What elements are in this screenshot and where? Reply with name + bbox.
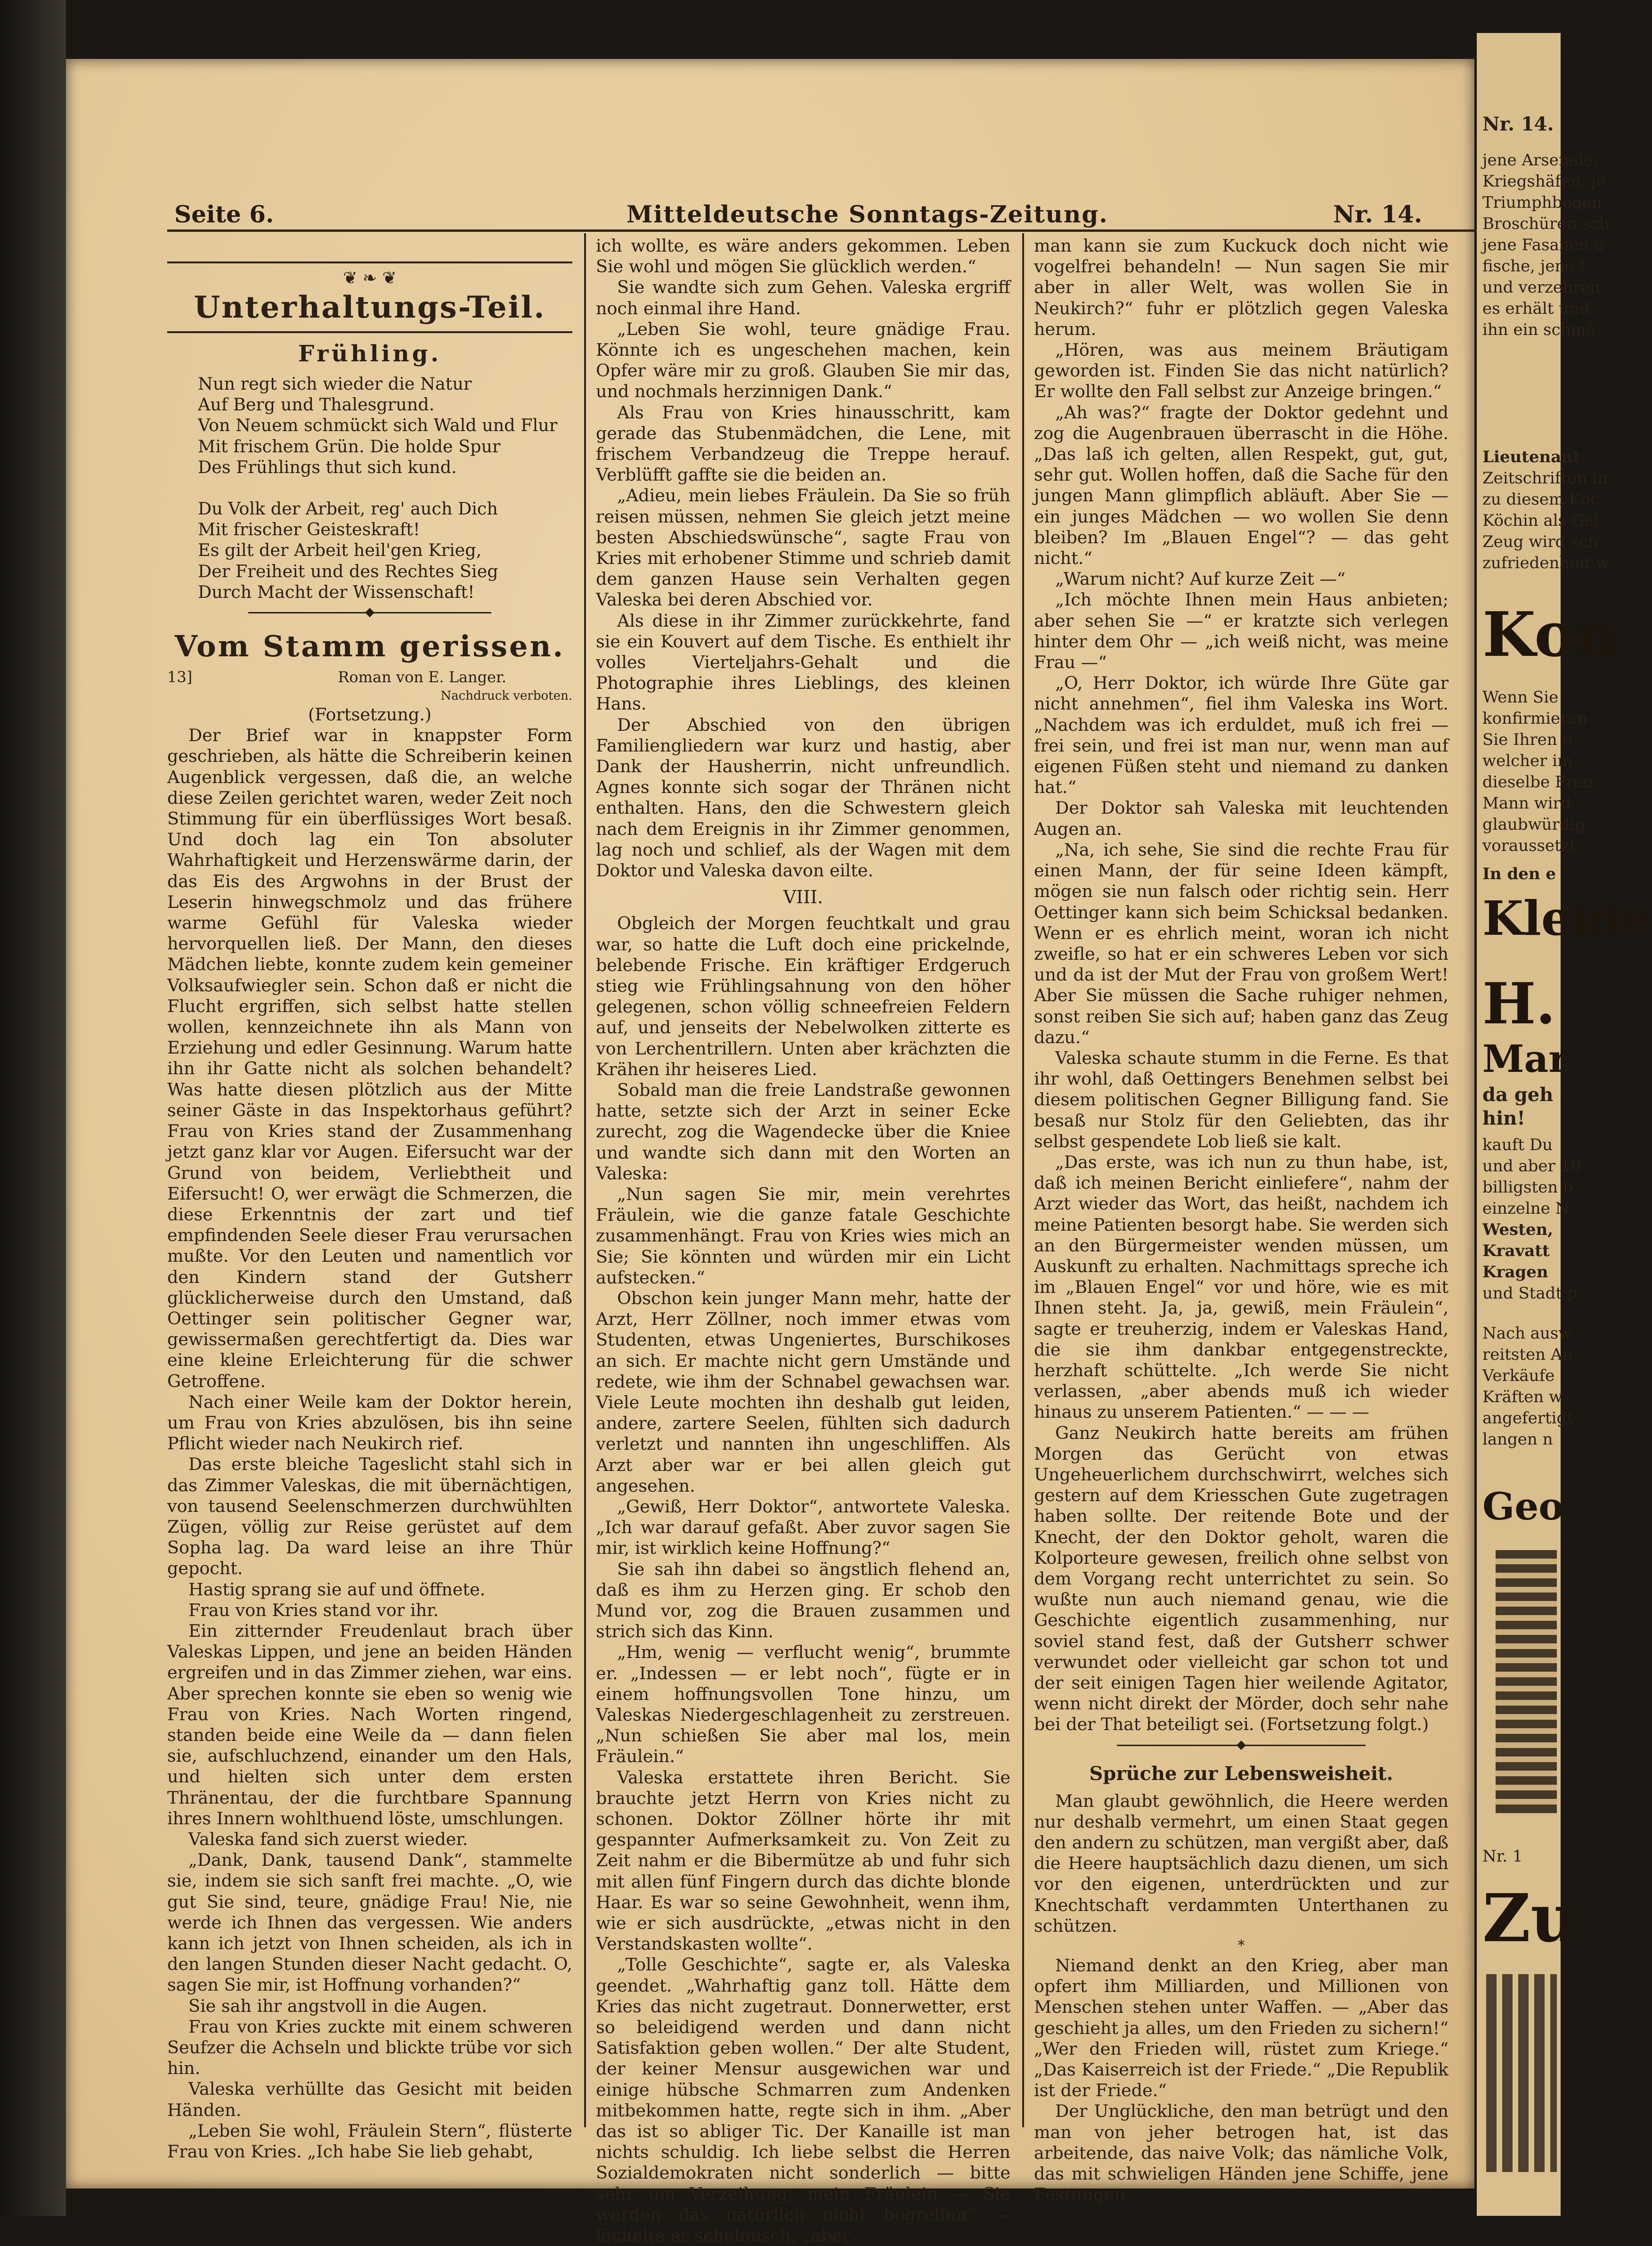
neighbor-line: Kriegshäfen, je [1482,172,1605,191]
paragraph: „O, Herr Doktor, ich würde Ihre Güte gar nicht annehmen“, fiel ihm Valeska ins Wort. „Nachdem was ich erduldet, muß ich frei — frei sein, und frei ist man nur, wenn man auf eigenen Füßen steht und niemand zu danken hat.“ [1034,673,1449,798]
paragraph: „Tolle Geschichte“, sagte er, als Valeska geendet. „Wahrhaftig ganz toll. Hätte dem Kries das nicht zugetraut. Donnerwetter, erst so beleidigend werden und dann nicht Satisfaktion geben wollen.“ Der alte Student, der keiner Mensur ausgewichen war und einige hübsche Schmarren zum Andenken mitbekommen hatte, regte sich in ihm. „Aber das ist so abliger Tic. Der Kanaille ist man nichts schuldig. Ich liebe selbst die Herren Sozialdemokraten nicht sonderlich — bitte sehr um Verzeihung, mein Fräulein — Sie werden das natürlich nicht begreifen“ — lächelte er schelmisch, „aber [596,1954,1010,2246]
paragraph: „Leben Sie wohl, teure gnädige Frau. Könnte ich es ungeschehen machen, kein Opfer wäre mir zu groß. Glauben Sie mir das, und nochmals herzinnigen Dank.“ [596,319,1010,402]
paragraph: Frau von Kries zuckte mit einem schweren Seufzer die Achseln und blickte trübe vor sich hin. [167,2016,572,2079]
novel-author: Roman von E. Langer. [338,668,506,686]
reprint-note: Nachdruck verboten. [440,689,572,703]
neighbor-line: Lieutenant [1482,448,1580,466]
paragraph: „Das erste, was ich nun zu thun habe, ist, daß ich meinen Bericht einliefere“, nahm der Arzt wieder das Wort, das heißt, nachdem ich meine Patienten besorgt habe. Sie werden sich an den Bürgermeister wenden müssen, um Auskunft zu erhalten. Nachmittags spreche ich im „Blauen Engel“ vor und höre, wie es mit Ihnen steht. Ja, ja, gewiß, mein Fräulein“, sagte er treuherzig, indem er Valeskas Hand, die sie ihm dankbar entgegenstreckte, herzhaft schüttelte. „Ich werde Sie nicht verlassen, „aber abends muß ich wieder hinaus zu unserem Patienten.“ — — — [1034,1152,1449,1422]
column-1 [167,261,572,2162]
neighbor-ad-heading: Kleide [1482,890,1652,946]
clock-illustration-icon [1496,1550,1557,1814]
chapter-number: VIII. [783,887,823,908]
neighbor-line: glaubwürdig [1482,815,1586,834]
paragraph: Nach einer Weile kam der Doktor herein, um Frau von Kries abzulösen, bis ihn seine Pflicht wieder nach Neukirch rief. [167,1391,572,1454]
neighbor-line: es erhält und [1482,299,1590,318]
neighbor-line: hin! [1482,1107,1525,1129]
neighbor-line: jene Arsenale, [1482,151,1598,170]
paragraph: Obschon kein junger Mann mehr, hatte der Arzt, Herr Zöllner, noch immer etwas vom Studenten, etwas Ungeniertes, Burschikoses an sich. Er machte nicht gern Umstände und redete, wie ihm der Schnabel gewachsen war. Viele Leute mochten ihn deshalb gut leiden, andere, zartere Seelen, fühlten sich dadurch verletzt und nannten ihn ungeschliffen. Als Arzt aber war er bei allen gleich gut angesehen. [596,1288,1010,1496]
paragraph: Ein zitternder Freudenlaut brach über Valeskas Lippen, und jene an beiden Händen ergreifen und in das Zimmer ziehen, war eins. Aber sprechen konnte sie eben so wenig wie Frau von Kries. Nach Worten ringend, standen beide eine Weile da — dann fielen sie, aufschluchzend, einander um den Hals, und hielten sich unter dem ersten Thränentau, der die furchtbare Spannung ihres Innern wohlthuend löste, umschlungen. [167,1620,572,1829]
saying: Man glaubt gewöhnlich, die Heere werden nur deshalb vermehrt, um einen Staat gegen den andern zu schützen, man vergißt aber, daß die Heere hauptsächlich dazu dienen, um sich vor den eigenen, unterdrückten und zur Knechtschaft verdammten Unterthanen zu schützen. [1034,1790,1449,1936]
paragraph: Hastig sprang sie auf und öffnete. [188,1579,486,1600]
ornament-icon: ❦ ❧ ❦ [343,269,397,288]
neighbor-line: zufriedenheit w [1482,554,1610,572]
paragraph: Der Brief war in knappster Form geschrieben, als hätte die Schreiberin keinen Augenblick vergessen, daß die, an welche diese Zeilen gerichtet waren, weder Zeit noch Stimmung für ein überflüssiges Wort besaß. Und doch lag ein Ton absoluter Wahrhaftigkeit und Herzenswärme darin, der das Eis des Argwohns in der Brust der Leserin hinwegschmolz und das frühere warme Gefühl für Valeska wieder hervorquellen ließ. Der Mann, den dieses Mädchen liebte, konnte zudem kein gemeiner Volksaufwiegler sein. Schon daß er nicht die Flucht ergriffen, sich selbst hatte stellen wollen, kennzeichnete ihn als Mann von Erziehung und edler Gesinnung. Warum hatte ihn ihr Gatte nicht als solchen behandelt? Was hatte diesen plötzlich aus der Mitte seiner Gäste in das Inspektorhaus geführt? Frau von Kries stand der Zusammenhang jetzt ganz klar vor Augen. Eifersucht war der Grund von beidem, Verliebtheit und Eifersucht! O, wer erwägt die Schmerzen, die diese Erkenntnis der zart und tief empfindenden Seele dieser Frau verursachen mußte. Vor den Leuten und namentlich vor den Kindern stand der Gutsherr glücklicherweise durch den Umstand, daß Oettinger sein politischer Gegner war, gewissermaßen gerechtfertigt da. Dies war eine kleine Erleichterung für die schwer Getroffene. [167,725,572,1391]
neighbor-ad-heading: Kon [1482,598,1620,670]
neighbor-line: zu diesem Koc [1482,490,1599,509]
paragraph: Sobald man die freie Landstraße gewonnen hatte, setzte sich der Arzt in seiner Ecke zurecht, zog die Wagendecke über die Kniee und wandte sich dann mit den Worten an Valeska: [596,1079,1010,1184]
neighbor-ad-heading: Mar [1482,1037,1569,1081]
poem [167,374,572,603]
paragraph: Valeska schaute stumm in die Ferne. Es that ihr wohl, daß Oettingers Benehmen selbst bei diesem politischen Gegner Billigung fand. Sie besaß nur Stolz für den Geliebten, das ihr selbst gespendete Lob ließ sie kalt. [1034,1047,1449,1152]
neighbor-line: Triumphbogen [1482,193,1602,212]
neighbor-line: dieselbe Freu [1482,773,1594,792]
neighbor-line: ihn ein schmä [1482,320,1596,339]
issue-number: Nr. 14. [1333,200,1423,228]
poem-line: Des Frühlings thut sich kund. [198,457,457,477]
poem-line: Mit frischer Geisteskraft! [198,519,420,540]
paragraph: man kann sie zum Kuckuck doch nicht wie vogelfrei behandeln! — Nun sagen Sie mir aber in aller Welt, was wollen Sie in Neukirch?“ fuhr er plötzlich gegen Valeska herum. [1034,236,1449,339]
neighbor-line: billigsten b [1482,1178,1573,1197]
continuation-note: (Fortsetzung.) [308,704,432,725]
novel-title: Vom Stamm gerissen. [174,629,565,664]
novel-number: 13] [167,668,193,686]
neighbor-line: Kragen [1482,1263,1548,1282]
paragraph: Als Frau von Kries hinausschritt, kam gerade das Stubenmädchen, die Lene, mit frischem Verbandzeug die Treppe herauf. Verblüfft gaffte sie die beiden an. [596,402,1010,485]
neighbor-line: und verzehren, [1482,278,1605,297]
header-rule [167,229,1484,232]
neighbor-line: welcher im [1482,751,1573,770]
decorative-lettering-icon [1486,1974,1557,2172]
paragraph: Ganz Neukirch hatte bereits am frühen Morgen das Gerücht von etwas Ungeheuerlichem durchschwirrt, welches sich gestern auf dem Kriesschen Gute zugetragen haben sollte. Der reitende Bote und der Knecht, der den Doktor geholt, waren die Kolporteure gewesen, freilich ohne selbst von dem Vorgang recht unterrichtet zu sein. So wußte nun auch niemand genau, wie die Geschichte eigentlich zusammenhing, nur soviel stand fest, daß der Gutsherr schwer verwundet oder vielleicht gar schon tot und der seit einigen Tagen hier weilende Agitator, wenn nicht direkt der Mörder, doch sehr nahe bei der That beteiligt sei. (Fortsetzung folgt.) [1034,1422,1449,1735]
neighbor-line: angefertigt [1482,1409,1573,1428]
neighbor-line: Nach ausw [1482,1324,1572,1343]
neighbor-line: und aber 10 [1482,1157,1581,1176]
neighbor-ad-heading: Geo [1482,1484,1564,1528]
neighbor-line: einzelne N [1482,1199,1570,1218]
poem-title: Frühling. [298,341,441,367]
paragraph: Sie wandte sich zum Gehen. Valeska ergriff noch einmal ihre Hand. [596,277,1010,319]
poem-line: Du Volk der Arbeit, reg' auch Dich [198,498,498,519]
poem-line: Durch Macht der Wissenschaft! [198,581,475,602]
neighbor-line: langen n [1482,1430,1553,1449]
newspaper-title: Mitteldeutsche Sonntags-Zeitung. [627,200,1108,228]
poem-line: Es gilt der Arbeit heil'gen Krieg, [198,540,482,561]
neighbor-line: fische, jene f [1482,257,1586,276]
column-rule-2 [1022,233,1024,2127]
paragraph: Als diese in ihr Zimmer zurückkehrte, fand sie ein Kouvert auf dem Tische. Es enthielt ihr volles Vierteljahrs-Gehalt und die Photographie ihres Lieblings, des kleinen Hans. [596,610,1010,714]
neighbor-line: In den e [1482,865,1556,883]
paragraph: „Hören, was aus meinem Bräutigam geworden ist. Finden Sie das nicht natürlich? Er wollte den Fall selbst zur Anzeige bringen.“ [1034,340,1449,402]
paragraph: „Gewiß, Herr Doktor“, antwortete Valeska. „Ich war darauf gefaßt. Aber zuvor sagen Sie mir, ist wirklich keine Hoffnung?“ [596,1496,1010,1559]
neighbor-line: da geh [1482,1084,1554,1106]
divider [167,603,572,621]
divider [1034,1735,1449,1754]
paragraph: Das erste bleiche Tageslicht stahl sich in das Zimmer Valeskas, die mit übernächtigen, von tausend Seelenschmerzen durchwühlten Zügen, völlig zur Reise gerüstet auf dem Sopha lag. Da ward leise an ihre Thür gepocht. [167,1454,572,1579]
paragraph: Valeska erstattete ihren Bericht. Sie brauchte jetzt Herrn von Kries nicht zu schonen. Doktor Zöllner hörte ihr mit gespannter Aufmerksamkeit zu. Von Zeit zu Zeit nahm er die Bibermütze ab und fuhr sich mit allen fünf Fingern durch das dichte blonde Haar. Es war so seine Gewohnheit, wenn ihm, wie er sich ausdrückte, „etwas nicht in den Verstandskasten wollte“. [596,1767,1010,1954]
section-title-box [167,261,572,333]
paragraph: Der Doktor sah Valeska mit leuchtenden Augen an. [1034,798,1449,839]
paragraph: Der Abschied von den übrigen Familiengliedern war kurz und hastig, aber Dank der Hausherrin, nicht unfreundlich. Agnes konnte sich sogar der Thränen nicht enthalten. Hans, den die Schwestern gleich nach dem Ereignis in ihr Zimmer genommen, lag noch und schlief, als der Wagen mit dem Doktor und Valeska davon eilte. [596,714,1010,881]
paragraph: „Ich möchte Ihnen mein Haus anbieten; aber sehen Sie —“ er kratzte sich verlegen hinter dem Ohr — „ich weiß nicht, was meine Frau —“ [1034,589,1449,673]
poem-line: Der Freiheit und des Rechtes Sieg [198,561,498,581]
neighbor-line: Wenn Sie [1482,688,1559,707]
neighbor-line: Nr. 1 [1482,1847,1523,1866]
neighbor-ad-heading: H. [1482,971,1556,1037]
neighbor-line: Mann wird [1482,794,1571,813]
neighbor-line: und Stadt p [1482,1284,1578,1303]
neighbor-line: Zeug wird sch [1482,532,1598,551]
paragraph: Frau von Kries stand vor ihr. [188,1600,439,1620]
diamond-ornament-icon: ◆ [365,604,374,619]
sayings-title: Sprüche zur Lebensweisheit. [1089,1762,1393,1785]
poem-line: Mit frischem Grün. Die holde Spur [198,436,501,457]
neighbor-line: Broschüren sch [1482,214,1610,233]
neighbor-line: Kravatt [1482,1241,1550,1260]
column-3 [1034,236,1449,2205]
column-rule-1 [584,233,586,2127]
poem-line [198,478,572,498]
neighbor-line: Kräften w [1482,1388,1563,1406]
paragraph: „Warum nicht? Auf kurze Zeit —“ [1055,569,1346,589]
paragraph: Valeska fand sich zuerst wieder. [188,1829,468,1849]
paragraph: Obgleich der Morgen feuchtkalt und grau war, so hatte die Luft doch eine prickelnde, belebende Frische. Ein kräftiger Erdgeruch stieg wie Frühlingsahnung von den höher gelegenen, schon völlig schneefreien Feldern auf, und jenseits der Nebelwolken zitterte es von Lerchentrillern. Unten aber krächzten die Krähen ihr heiseres Lied. [596,913,1010,1079]
saying: Niemand denkt an den Krieg, aber man opfert ihm Milliarden, und Millionen von Menschen stehen unter Waffen. — „Aber das geschieht ja alles, um den Frieden zu sichern!“ „Wer den Frieden will, rüstet zum Kriege.“ „Das Kaiserreich ist der Friede.“ „Die Republik ist der Friede.“ [1034,1955,1449,2101]
neighbor-line: Westen, [1482,1220,1554,1239]
diamond-ornament-icon: ◆ [1237,1737,1246,1752]
paragraph: „Dank, Dank, tausend Dank“, stammelte sie, indem sie sich sanft frei machte. „O, wie gut Sie sind, teure, gnädige Frau! Nie, nie werde ich Ihnen das vergessen. Wie anders kann ich jetzt von Ihnen scheiden, als ich in den langen Stunden dieser Nacht gedacht. O, sagen Sie mir, ist Hoffnung vorhanden?“ [167,1850,572,1995]
poem-line: Von Neuem schmückt sich Wald und Flur [198,415,558,436]
neighbor-line: reitsten An [1482,1345,1573,1364]
paragraph: „Hm, wenig — verflucht wenig“, brummte er. „Indessen — er lebt noch“, fügte er in einem hoffnungsvollen Tone hinzu, um Valeskas Niedergeschlagenheit zu zerstreuen. „Nun schießen Sie aber mal los, mein Fräulein.“ [596,1642,1010,1767]
paragraph: „Na, ich sehe, Sie sind die rechte Frau für einen Mann, der für seine Ideen kämpft, mögen sie nun falsch oder richtig sein. Herr Oettinger kann sich beim Schicksal bedanken. Wenn er es ehrlich meint, woran ich nicht zweifle, so hat er ein schweres Leben vor sich und da ist der Mut der Frau von großem Wert! Aber Sie müssen die Sache ruhiger nehmen, sonst reiben Sie sich auf; haben ganz das Zeug dazu.“ [1034,839,1449,1047]
neighbor-line: jene Fasanen u [1482,236,1605,254]
paragraph: Sie sah ihr angstvoll in die Augen. [188,1995,488,2016]
page-number: Seite 6. [174,200,274,228]
column-2 [596,236,1010,2246]
paragraph: „Nun sagen Sie mir, mein verehrtes Fräulein, wie die ganze fatale Geschichte zusammenhängt. Frau von Kries wies mich an Sie; Sie könnten und würden mir ein Licht aufstecken.“ [596,1184,1010,1288]
neighbor-line: konfirmieren [1482,709,1588,728]
star-separator: * [1237,1937,1245,1954]
neighbor-page-strip [1477,33,1652,2216]
neighbor-line: Köchin als Gel [1482,511,1599,530]
neighbor-line: kauft Du [1482,1135,1553,1154]
saying: Der Unglückliche, den man betrügt und den man von jeher betrogen hat, ist das arbeitende, das naive Volk; das nämliche Volk, das mit schwieligen Händen jene Schiffe, jene Festungen, [1034,2101,1449,2205]
paragraph: ich wollte, es wäre anders gekommen. Leben Sie wohl und mögen Sie glücklich werden.“ [596,236,1010,277]
neighbor-line: Sie Ihren n [1482,730,1573,749]
paragraph: „Leben Sie wohl, Fräulein Stern“, flüsterte Frau von Kries. „Ich habe Sie lieb gehabt, [167,2120,572,2162]
neighbor-issue: Nr. 14. [1482,113,1554,135]
paragraph: Sie sah ihn dabei so ängstlich flehend an, daß es ihm zu Herzen ging. Er schob den Mund vor, zog die Brauen zusammen und strich sich das Kinn. [596,1559,1010,1642]
book-binding [0,0,66,2216]
poem-line: Nun regt sich wieder die Natur [198,374,472,394]
section-title: Unterhaltungs-Teil. [194,290,546,325]
poem-line: Auf Berg und Thalesgrund. [198,394,435,415]
neighbor-ad-heading: Zu [1482,1880,1579,1957]
neighbor-line: Zeitschriften in [1482,469,1608,488]
novel-info [167,667,572,687]
paragraph: „Ah was?“ fragte der Doktor gedehnt und zog die Augenbrauen überrascht in die Höhe. „Das laß ich gelten, allen Respekt, gut, gut, sehr gut. Wollen hoffen, daß die Sache für den jungen Mann glimpflich abläuft. Aber Sie — ein junges Mädchen — wo wollen Sie denn bleiben? Im „Blauen Engel“? — das geht nicht.“ [1034,402,1449,569]
paragraph: „Adieu, mein liebes Fräulein. Da Sie so früh reisen müssen, nehmen Sie gleich jetzt meine besten Abschiedswünsche“, sagte Frau von Kries mit erhobener Stimme und schrieb damit dem ganzen Hause sein Verhalten gegen Valeska bei deren Abschied vor. [596,485,1010,610]
newspaper-page [66,59,1474,2246]
neighbor-line: Verkäufe [1482,1366,1555,1385]
paragraph: Valeska verhüllte das Gesicht mit beiden Händen. [167,2079,572,2120]
neighbor-line: voraussetzt, [1482,836,1581,855]
